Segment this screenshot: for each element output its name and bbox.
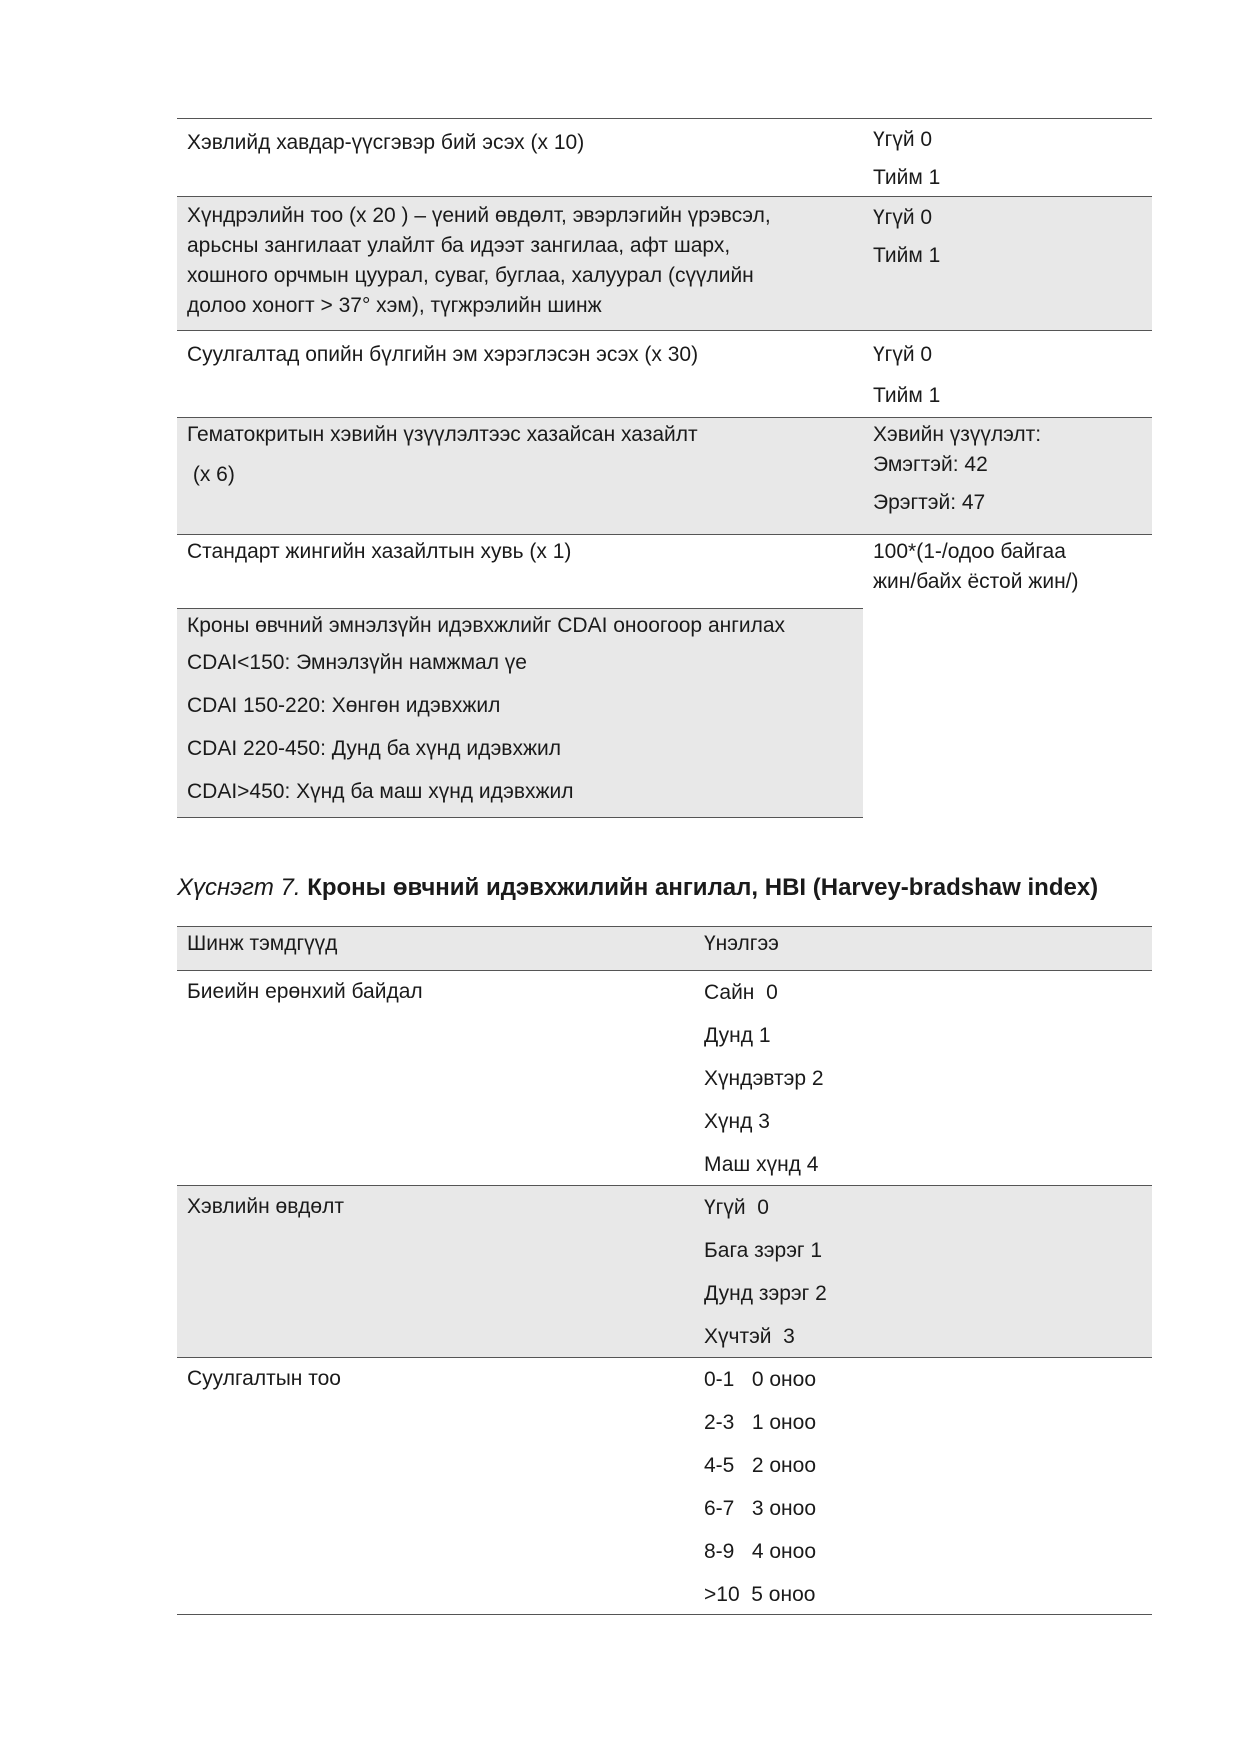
table-row (177, 118, 1152, 196)
table-hbi (177, 926, 1152, 1615)
table-caption (177, 874, 1098, 902)
criterion-text: Хэвлийд хавдар-үүсгэвэр бий эсэх (х 10) (187, 131, 585, 154)
criterion-text: Стандарт жингийн хазайлтын хувь (х 1) (187, 540, 572, 563)
cdai-classification (177, 608, 863, 818)
cdai-item: CDAI 150-220: Хөнгөн идэвхжил (187, 694, 501, 717)
symptom-text: Биеийн ерөнхий байдал (187, 980, 423, 1003)
score-option: 6-7 3 оноо (704, 1497, 817, 1520)
table-criteria (177, 118, 1152, 818)
score-option: Сайн 0 (704, 981, 778, 1004)
cdai-item: CDAI<150: Эмнэлзүйн намжмал үе (187, 651, 527, 674)
option-text: Тийм 1 (873, 166, 941, 189)
criterion-text: Гематокритын хэвийн үзүүлэлтээс хазайсан хазайлт (187, 423, 698, 446)
table-row (177, 1357, 1152, 1615)
cdai-heading: Кроны өвчний эмнэлзүйн идэвхжлийг CDAI оноогоор ангилах (187, 614, 786, 637)
score-option: Хүчтэй 3 (704, 1325, 795, 1348)
option-text: Үгүй 0 (873, 206, 933, 229)
table-row (177, 417, 1152, 534)
option-text: Хэвийн үзүүлэлт: (873, 423, 1042, 446)
score-option: Дунд зэрэг 2 (704, 1282, 827, 1305)
criterion-text: долоо хоногт > 37° хэм), түгжрэлийн шинж (187, 294, 602, 317)
criterion-text: (х 6) (187, 463, 235, 486)
criterion-text: Суулгалтад опийн бүлгийн эм хэрэглэсэн эсэх (х 30) (187, 343, 699, 366)
option-text: Эмэгтэй: 42 (873, 453, 988, 476)
caption-title: Кроны өвчний идэвхжилийн ангилал, HBI (Harvey-bradshaw index) (307, 874, 1099, 901)
score-option: 8-9 4 оноо (704, 1540, 817, 1563)
table-row (177, 534, 1152, 608)
cdai-item: CDAI>450: Хүнд ба маш хүнд идэвхжил (187, 780, 574, 803)
option-text: Эрэгтэй: 47 (873, 491, 986, 514)
table-header-row (177, 926, 1152, 970)
score-option: >10 5 оноо (704, 1583, 816, 1606)
option-text: 100*(1-/одоо байгаа (873, 540, 1066, 563)
table-row (177, 196, 1152, 330)
option-text: Тийм 1 (873, 384, 941, 407)
score-option: Маш хүнд 4 (704, 1153, 819, 1176)
option-text: Үгүй 0 (873, 128, 933, 151)
criterion-text: арьсны зангилаат улайлт ба идээт зангилаа, афт шарх, (187, 234, 731, 257)
symptom-text: Суулгалтын тоо (187, 1367, 341, 1390)
option-text: жин/байх ёстой жин/) (873, 570, 1079, 593)
table-row (177, 1185, 1152, 1357)
score-option: Бага зэрэг 1 (704, 1239, 823, 1262)
score-option: Үгүй 0 (704, 1196, 769, 1219)
score-option: Хүнд 3 (704, 1110, 770, 1133)
caption-prefix: Хүснэгт 7. (177, 874, 301, 901)
header-cell: Үнэлгээ (704, 932, 779, 955)
option-text: Үгүй 0 (873, 343, 933, 366)
table-row (177, 970, 1152, 1185)
option-text: Тийм 1 (873, 244, 941, 267)
score-option: Хүндэвтэр 2 (704, 1067, 824, 1090)
score-option: Дунд 1 (704, 1024, 771, 1047)
score-option: 4-5 2 оноо (704, 1454, 817, 1477)
score-option: 2-3 1 оноо (704, 1411, 817, 1434)
symptom-text: Хэвлийн өвдөлт (187, 1195, 344, 1218)
header-cell: Шинж тэмдгүүд (187, 932, 338, 955)
cdai-item: CDAI 220-450: Дунд ба хүнд идэвхжил (187, 737, 561, 760)
table-row (177, 330, 1152, 417)
criterion-text: хошного орчмын цуурал, суваг, буглаа, халуурал (сүүлийн (187, 264, 754, 287)
score-option: 0-1 0 оноо (704, 1368, 817, 1391)
criterion-text: Хүндрэлийн тоо (х 20 ) – үений өвдөлт, эвэрлэгийн үрэвсэл, (187, 204, 771, 227)
